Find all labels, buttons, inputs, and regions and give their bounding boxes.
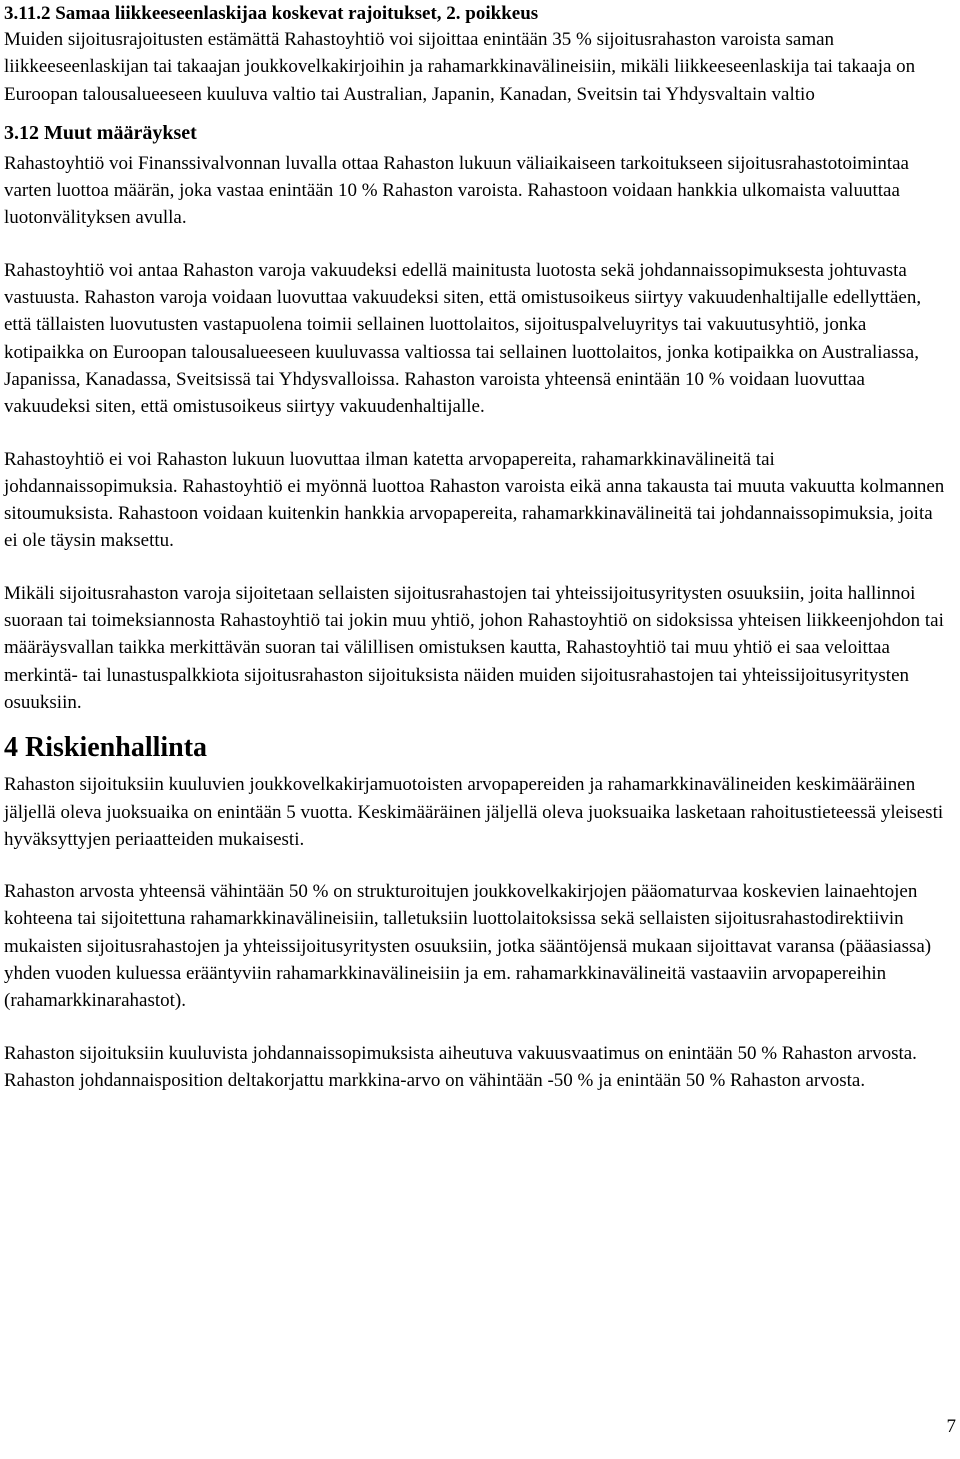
paragraph: Rahastoyhtiö voi antaa Rahaston varoja vakuudeksi edellä mainitusta luotosta sekä johdannaissopimuksesta johtuvasta vastuusta. Rahaston varoja voidaan luovuttaa vakuudeksi siten, että omistusoikeus siirtyy vakuudenhaltijalle edellyttäen, että tällaisten luovutusten vastapuolena toimii sellainen luottolaitos, sijoituspalveluyritys tai vakuutusyhtiö, jonka kotipaikka on Euroopan talousalueeseen kuuluvassa valtiossa tai sellainen luottolaitos, jonka kotipaikka on Australiassa, Japanissa, Kanadassa, Sveitsissä tai Yhdysvalloissa. Rahaston varoista yhteensä enintään 10 % voidaan luovuttaa vakuudeksi siten, että omistusoikeus siirtyy vakuudenhaltijalle.	[4, 259, 922, 418]
section-heading-3-11-2: 3.11.2 Samaa liikkeeseenlaskijaa koskevat rajoitukset, 2. poikkeus	[4, 3, 539, 24]
paragraph: Rahaston arvosta yhteensä vähintään 50 % on strukturoitujen joukkovelkakirjojen pääomaturvaa koskevien lainaehtojen kohteena tai sijoitettuna rahamarkkinavälineisiin, talletuksiin luottolaitoksissa sekä sellaisten sijoitusrahastodirektiivin mukaisten sijoitusrahastojen ja yhteissijoitusyritysten osuuksiin, jotka sääntöjensä mukaan sijoittavat varansa (pääasiassa) yhden vuoden kuluessa erääntyviin rahamarkkinavälineisiin ja em. rahamarkkinavälineitä vastaaviin arvopapereihin (rahamarkkinarahastot).	[4, 881, 932, 1012]
paragraph: Rahastoyhtiö voi Finanssivalvonnan luvalla ottaa Rahaston lukuun väliaikaiseen tarkoitukseen sijoitusrahastotoimintaa varten luottoa määrän, joka vastaa enintään 10 % Rahaston varoista. Rahastoon voidaan hankkia ulkomaista valuuttaa luotonvälityksen avulla.	[4, 152, 909, 229]
paragraph: Rahastoyhtiö ei voi Rahaston lukuun luovuttaa ilman katetta arvopapereita, rahamarkkinavälineitä tai johdannaissopimuksia. Rahastoyhtiö ei myönnä luottoa Rahaston varoista eikä anna takausta tai muuta vakuutta kolmannen sitoumuksista. Rahastoon voidaan kuitenkin hankkia arvopapereita, rahamarkkinavälineitä tai johdannaissopimuksia, joita ei ole täysin maksettu.	[4, 448, 945, 552]
page-number: 7	[946, 1416, 956, 1437]
paragraph: Muiden sijoitusrajoitusten estämättä Rahastoyhtiö voi sijoittaa enintään 35 % sijoitusrahaston varoista saman liikkeeseenlaskijan tai takaajan joukkovelkakirjoihin ja rahamarkkinavälineisiin, mikäli liikkeeseenlaskija tai takaaja on Euroopan talousalueeseen kuuluva valtio tai Australian, Japanin, Kanadan, Sveitsin tai Yhdysvaltain valtio	[4, 29, 916, 105]
paragraph: Mikäli sijoitusrahaston varoja sijoitetaan sellaisten sijoitusrahastojen tai yhteissijoitusyritysten osuuksiin, joita hallinnoi suoraan tai toimeksiannosta Rahastoyhtiö tai jokin muu yhtiö, johon Rahastoyhtiö on sidoksissa yhteisen liikkeenjohdon tai määräysvallan taikka merkittävän suoran tai välillisen omistuksen kautta, Rahastoyhtiö tai muu yhtiö ei saa veloittaa merkintä- tai lunastuspalkkiota sijoitusrahaston sijoituksista näiden muiden sijoitusrahastojen tai yhteissijoitusyritysten osuuksiin.	[4, 582, 944, 713]
section-heading-4: 4 Riskienhallinta	[4, 732, 208, 764]
paragraph: Rahaston sijoituksiin kuuluvien joukkovelkakirjamuotoisten arvopapereiden ja rahamarkkinavälineiden keskimääräinen jäljellä oleva juoksuaika on enintään 5 vuotta. Keskimääräinen jäljellä oleva juoksuaika lasketaan rahoitustieteessä yleisesti hyväksyttyjen periaatteiden mukaisesti.	[4, 774, 944, 850]
paragraph: Rahaston sijoituksiin kuuluvista johdannaissopimuksista aiheutuva vakuusvaatimus on enintään 50 % Rahaston arvosta. Rahaston johdannaisposition deltakorjattu markkina-arvo on vähintään -50 % ja enintään 50 % Rahaston arvosta.	[4, 1042, 917, 1091]
document-page	[4, 0, 948, 1094]
section-heading-3-12: 3.12 Muut määräykset	[4, 121, 197, 144]
